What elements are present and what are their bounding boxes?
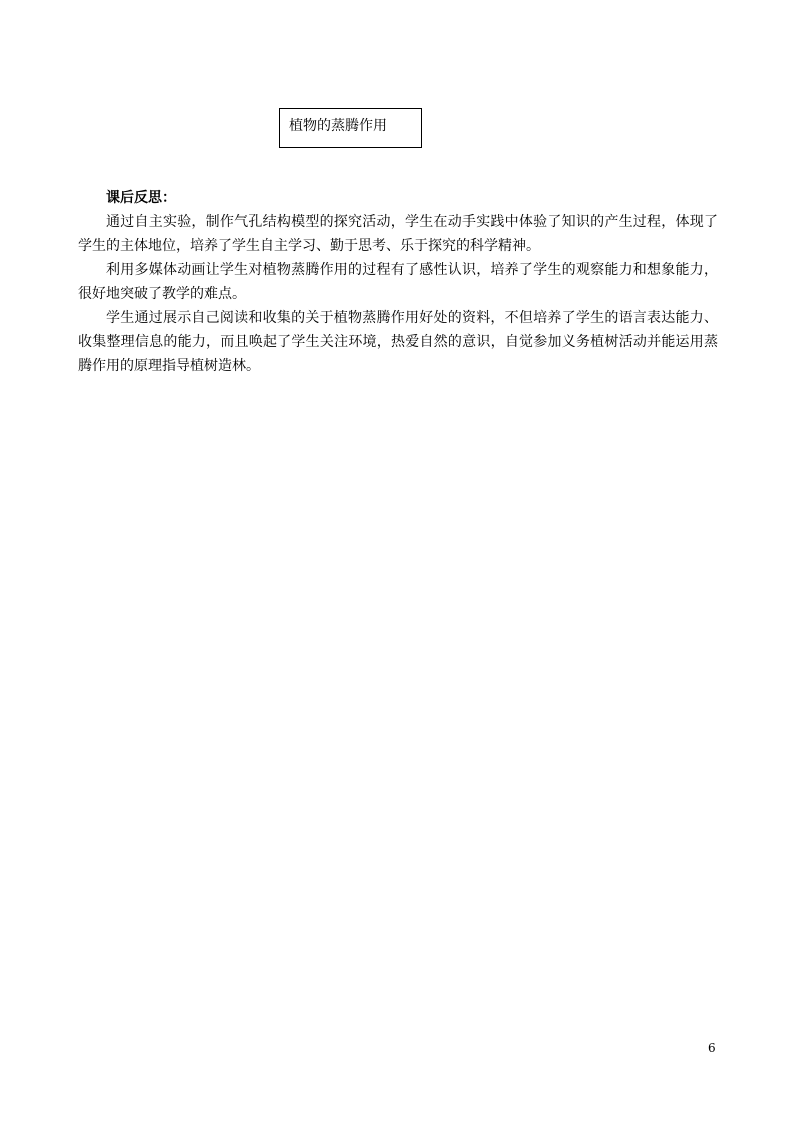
- reflection-paragraph: 通过自主实验，制作气孔结构模型的探究活动，学生在动手实践中体验了知识的产生过程，体现了学生的主体地位，培养了学生自主学习、勤于思考、乐于探究的科学精神。: [78, 214, 718, 254]
- reflection-paragraph: 利用多媒体动画让学生对植物蒸腾作用的过程有了感性认识，培养了学生的观察能力和想象能力，很好地突破了教学的难点。: [78, 262, 718, 302]
- title-text: 植物的蒸腾作用: [289, 118, 387, 134]
- reflection-heading: 课后反思：: [106, 190, 176, 206]
- page-number: 6: [708, 1041, 716, 1055]
- reflection-paragraph: 学生通过展示自己阅读和收集的关于植物蒸腾作用好处的资料，不但培养了学生的语言表达能力、收集整理信息的能力，而且唤起了学生关注环境，热爱自然的意识，自觉参加义务植树活动并能运用蒸腾作用的原理指导植树造林。: [78, 310, 718, 374]
- title-box: [279, 108, 422, 148]
- reflection-section: [78, 186, 718, 378]
